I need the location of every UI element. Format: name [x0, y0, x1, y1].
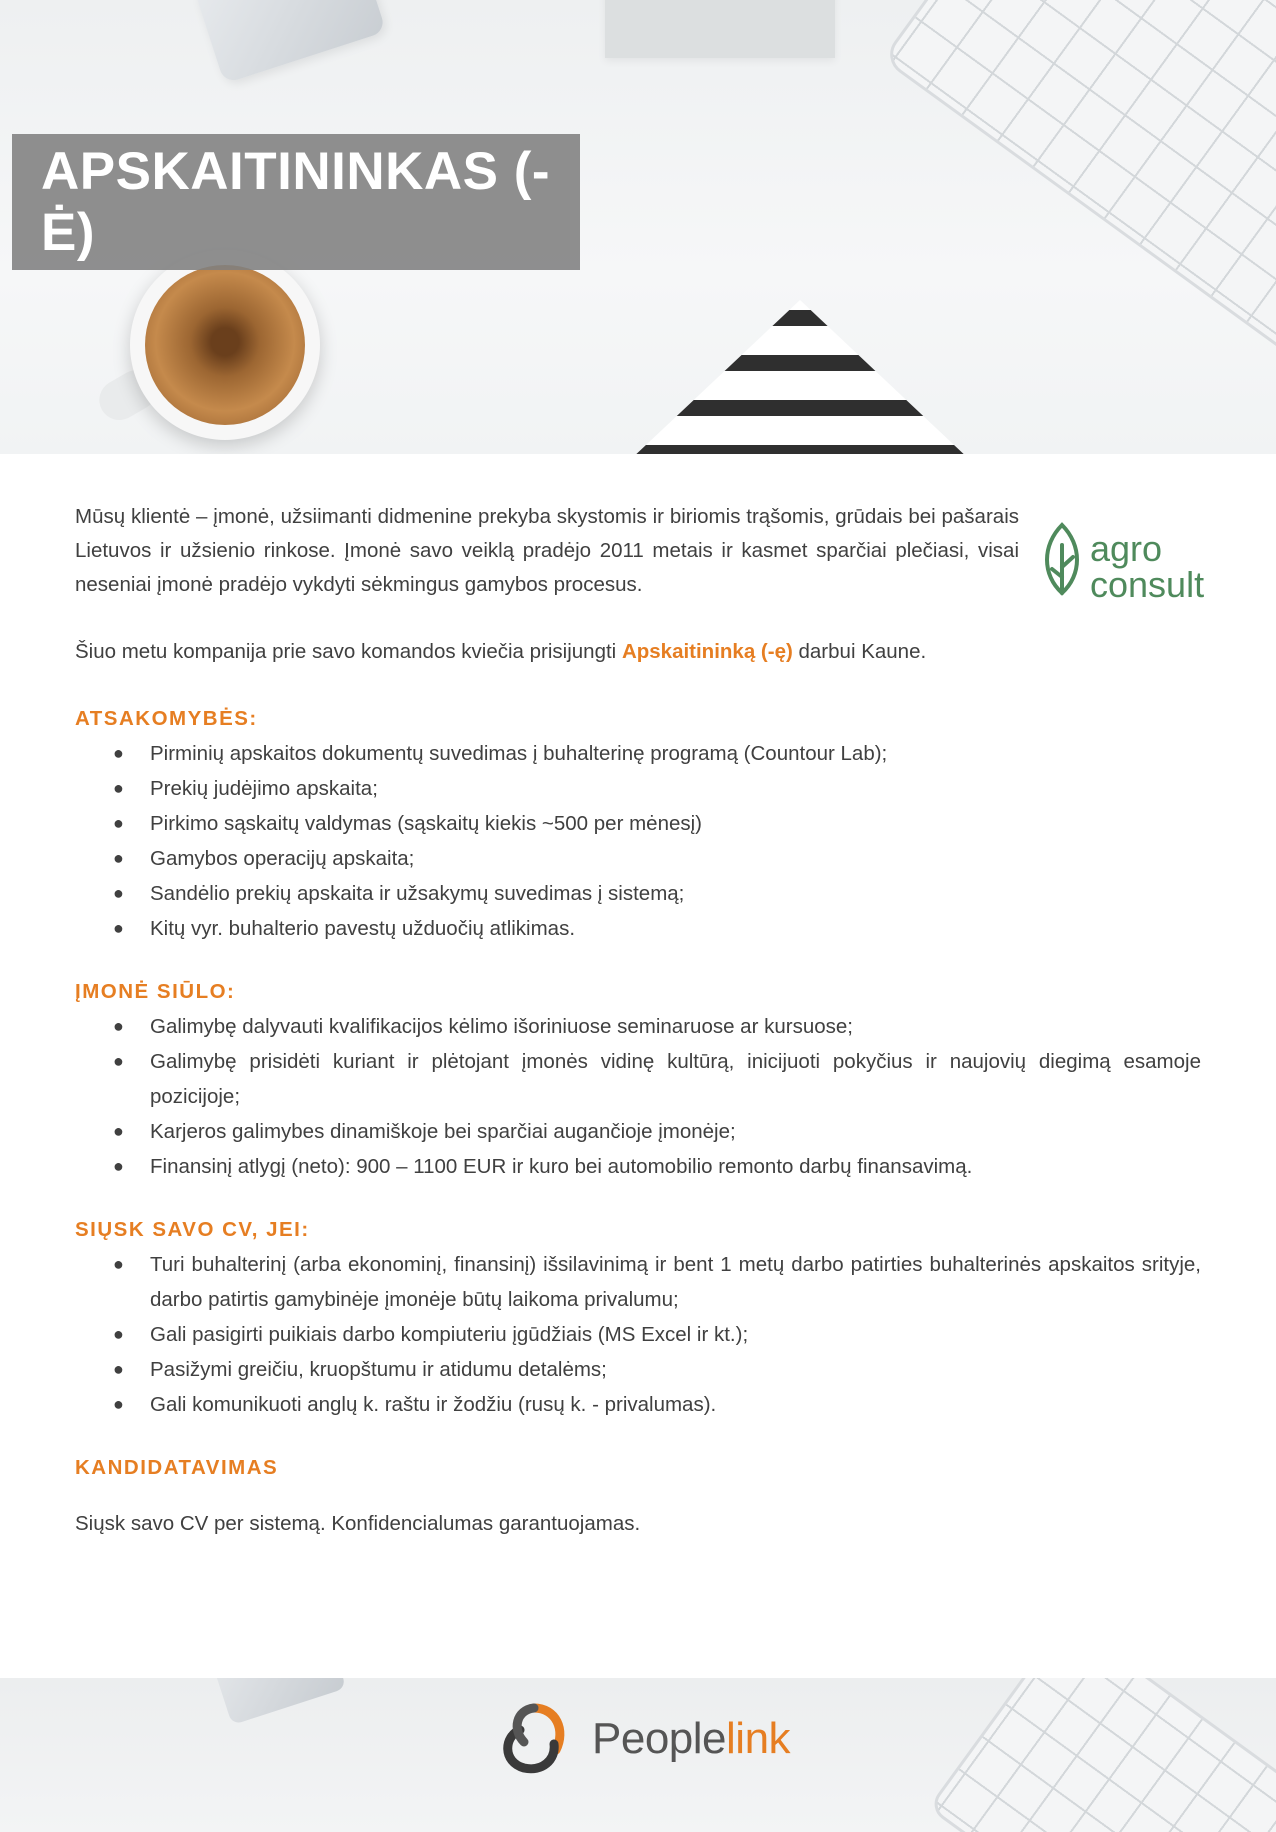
- main-content: [75, 500, 1201, 1541]
- bullet-icon: ●: [113, 1324, 124, 1344]
- list-item: [75, 1387, 1201, 1422]
- bullet-icon: ●: [113, 1051, 124, 1071]
- bullet-icon: ●: [113, 1156, 124, 1176]
- bullet-icon: ●: [113, 1359, 124, 1379]
- section-apply: [75, 1451, 1201, 1541]
- header-banner: [0, 0, 1276, 454]
- responsibilities-list: [75, 736, 1201, 946]
- list-item: [75, 1317, 1201, 1352]
- list-item: [75, 1352, 1201, 1387]
- list-item: [75, 841, 1201, 876]
- list-item-text: Gali pasigirti puikiais darbo kompiuteriu įgūdžiais (MS Excel ir kt.);: [150, 1323, 749, 1346]
- phone-image: [214, 1678, 347, 1725]
- list-item: [75, 736, 1201, 771]
- position-highlight: Apskaitininką (-ę): [621, 640, 793, 663]
- section-responsibilities: [75, 702, 1201, 946]
- list-item: [75, 771, 1201, 806]
- peoplelink-wordmark-part2: link: [726, 1714, 791, 1763]
- apply-text: Siųsk savo CV per sistemą. Konfidencialumas garantuojamas.: [75, 1512, 641, 1535]
- list-item: [75, 1114, 1201, 1149]
- bullet-icon: ●: [113, 1254, 124, 1274]
- list-item-text: Kitų vyr. buhalterio pavestų užduočių atlikimas.: [150, 917, 576, 940]
- list-item-text: Pirminių apskaitos dokumentų suvedimas į buhalterinę programą (Countour Lab);: [150, 742, 888, 765]
- list-item-text: Galimybę dalyvauti kvalifikacijos kėlimo išoriniuose seminaruose ar kursuose;: [150, 1015, 853, 1038]
- requirements-list: [75, 1247, 1201, 1422]
- list-item: [75, 911, 1201, 946]
- bullet-icon: ●: [113, 743, 124, 763]
- list-item-text: Galimybę prisidėti kuriant ir plėtojant įmonės vidinę kultūrą, inicijuoti pokyčius ir naujovių diegimą esamoje pozicijoje;: [150, 1050, 1201, 1108]
- section-offer: [75, 975, 1201, 1184]
- section-heading: ĮMONĖ SIŪLO:: [75, 980, 236, 1003]
- bullet-icon: ●: [113, 813, 124, 833]
- section-heading: SIŲSK SAVO CV, JEI:: [75, 1218, 310, 1241]
- peoplelink-logo: [494, 1700, 790, 1778]
- bullet-icon: ●: [113, 1016, 124, 1036]
- list-item-text: Gamybos operacijų apskaita;: [150, 847, 415, 870]
- coffee-image: [145, 265, 305, 425]
- list-item-text: Karjeros galimybes dinamiškoje bei sparčiai augančioje įmonėje;: [150, 1120, 736, 1143]
- footer-banner: [0, 1678, 1276, 1832]
- list-item-text: Pirkimo sąskaitų valdymas (sąskaitų kiekis ~500 per mėnesį): [150, 812, 702, 835]
- box-image: [605, 0, 835, 58]
- list-item-text: Gali komunikuoti anglų k. raštu ir žodžiu (rusų k. - privalumas).: [150, 1393, 717, 1416]
- page-title: APSKAITININKAS (-Ė): [41, 142, 551, 262]
- list-item-text: Finansinį atlygį (neto): 900 – 1100 EUR ir kuro bei automobilio remonto darbų finansavimą.: [150, 1155, 973, 1178]
- list-item-text: Sandėlio prekių apskaita ir užsakymų suvedimas į sistemą;: [150, 882, 685, 905]
- list-item: [75, 1149, 1201, 1184]
- agro-logo-line1: agro: [1090, 528, 1163, 569]
- agro-logo-line2: consult: [1090, 564, 1205, 605]
- peoplelink-wordmark: [592, 1714, 790, 1764]
- title-box: [12, 134, 580, 270]
- bullet-icon: ●: [113, 848, 124, 868]
- peoplelink-mark-icon: [494, 1700, 572, 1778]
- keyboard-image: [928, 1678, 1276, 1832]
- list-item: [75, 1009, 1201, 1044]
- offer-list: [75, 1009, 1201, 1184]
- peoplelink-wordmark-part1: People: [592, 1714, 727, 1763]
- list-item-text: Prekių judėjimo apskaita;: [150, 777, 378, 800]
- bullet-icon: ●: [113, 1121, 124, 1141]
- section-heading: ATSAKOMYBĖS:: [75, 707, 258, 730]
- bullet-icon: ●: [113, 918, 124, 938]
- lead-text-after: darbui Kaune.: [792, 640, 927, 663]
- bullet-icon: ●: [113, 883, 124, 903]
- list-item-text: Turi buhalterinį (arba ekonominį, finansinį) išsilavinimą ir bent 1 metų darbo patirties buhalterinės apskaitos srityje, darbo patirtis gamybinėje įmonėje būtų laikoma privalumu;: [150, 1253, 1201, 1311]
- list-item-text: Pasižymi greičiu, kruopštumu ir atidumu detalėms;: [150, 1358, 607, 1381]
- list-item: [75, 876, 1201, 911]
- list-item: [75, 1247, 1201, 1317]
- intro-paragraph: Mūsų klientė – įmonė, užsiimanti didmenine prekyba skystomis ir biriomis trąšomis, grūdais bei pašarais Lietuvos ir užsienio rinkose. Įmonė savo veiklą pradėjo 2011 metais ir kasmet sparčiai plečiasi, visai neseniai įmonė pradėjo vykdyti sėkmingus gamybos procesus.: [75, 505, 1019, 596]
- bullet-icon: ●: [113, 778, 124, 798]
- lead-text-before: Šiuo metu kompanija prie savo komandos kviečia prisijungti: [75, 640, 622, 663]
- section-heading: KANDIDATAVIMAS: [75, 1456, 279, 1479]
- list-item: [75, 806, 1201, 841]
- striped-triangle-image: [630, 300, 970, 454]
- bullet-icon: ●: [113, 1394, 124, 1414]
- lead-paragraph: [75, 635, 1201, 669]
- section-requirements: [75, 1213, 1201, 1422]
- list-item: [75, 1044, 1201, 1114]
- phone-image: [194, 0, 387, 84]
